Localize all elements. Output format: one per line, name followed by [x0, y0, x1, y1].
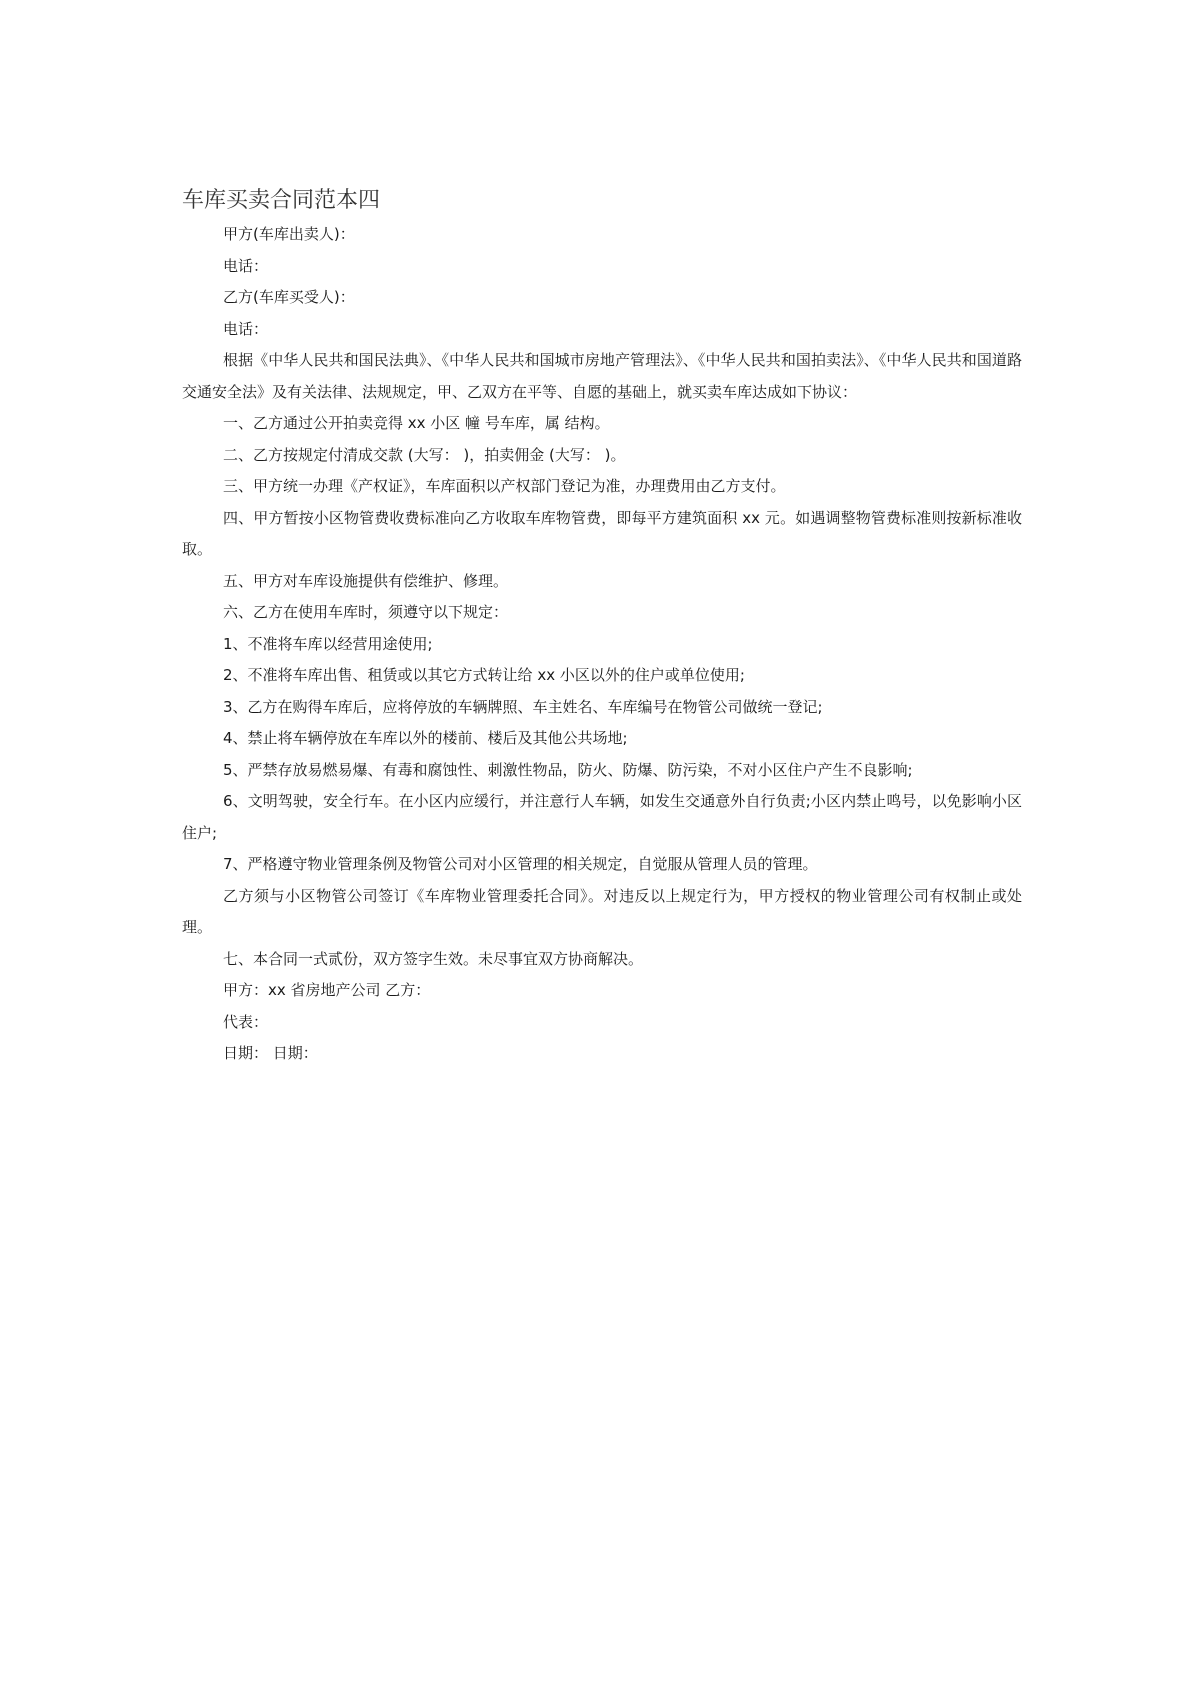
management-contract-paragraph: 乙方须与小区物管公司签订《车库物业管理委托合同》。对违反以上规定行为，甲方授权的物业管理公司有权制止或处理。 [182, 886, 1022, 936]
rule-5: 5、严禁存放易燃易爆、有毒和腐蚀性、刺激性物品，防火、防爆、防污染，不对小区住户产生不良影响; [223, 760, 913, 779]
signature-parties: 甲方：xx 省房地产公司 乙方： [223, 981, 431, 999]
clause-4: 四、甲方暂按小区物管费收费标准向乙方收取车库物管费，即每平方建筑面积 xx 元。如遇调整物管费标准则按新标准收取。 [182, 508, 1022, 558]
signature-dates: 日期： 日期： [223, 1044, 318, 1062]
rule-7: 7、严格遵守物业管理条例及物管公司对小区管理的相关规定，自觉服从管理人员的管理。 [223, 855, 818, 873]
party-b-label: 乙方(车库买受人)： [223, 288, 355, 306]
party-b-phone: 电话： [223, 319, 269, 338]
clause-1: 一、乙方通过公开拍卖竞得 xx 小区 幢 号车库，属 结构。 [223, 414, 610, 432]
rule-3: 3、乙方在购得车库后，应将停放的车辆牌照、车主姓名、车库编号在物管公司做统一登记; [223, 697, 823, 716]
clause-5: 五、甲方对车库设施提供有偿维护、修理。 [223, 571, 509, 590]
signature-representative: 代表： [223, 1012, 269, 1031]
document-title: 车库买卖合同范本四 [182, 188, 381, 213]
preamble-paragraph: 根据《中华人民共和国民法典》、《中华人民共和国城市房地产管理法》、《中华人民共和国拍卖法》、《中华人民共和国道路交通安全法》及有关法律、法规规定，甲、乙双方在平等、自愿的基础上，就买卖车库达成如下协议： [182, 351, 1022, 401]
rule-4: 4、禁止将车辆停放在车库以外的楼前、楼后及其他公共场地; [223, 729, 628, 747]
party-a-label: 甲方(车库出卖人)： [223, 225, 355, 243]
clause-3: 三、甲方统一办理《产权证》，车库面积以产权部门登记为准，办理费用由乙方支付。 [223, 477, 786, 495]
document-page [182, 186, 1022, 1070]
rule-2: 2、不准将车库出售、租赁或以其它方式转让给 xx 小区以外的住户或单位使用; [223, 666, 745, 684]
clause-6: 六、乙方在使用车库时，须遵守以下规定： [223, 603, 509, 621]
rule-1: 1、不准将车库以经营用途使用; [223, 634, 433, 653]
clause-2: 二、乙方按规定付清成交款 (大写： )，拍卖佣金 (大写： )。 [223, 445, 626, 464]
party-a-phone: 电话： [223, 256, 269, 275]
rule-6: 6、文明驾驶，安全行车。在小区内应缓行，并注意行人车辆，如发生交通意外自行负责;小区内禁止鸣号，以免影响小区住户; [182, 792, 1022, 842]
clause-7: 七、本合同一式贰份，双方签字生效。未尽事宜双方协商解决。 [223, 949, 644, 968]
